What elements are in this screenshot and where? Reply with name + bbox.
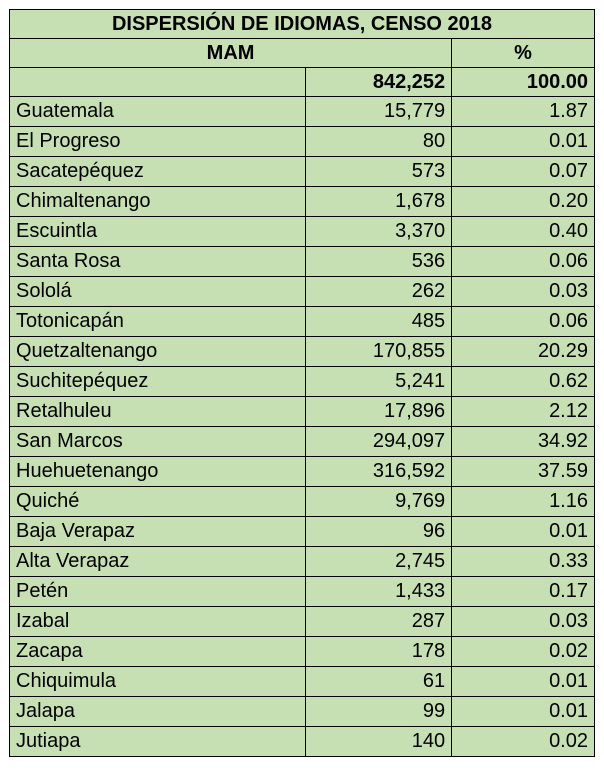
department-name: Sacatepéquez <box>10 157 306 187</box>
table-row <box>10 157 595 187</box>
speaker-count: 536 <box>306 247 452 277</box>
language-dispersion-table <box>9 9 595 757</box>
speaker-percent: 34.92 <box>452 427 595 457</box>
table-row <box>10 397 595 427</box>
speaker-count: 61 <box>306 667 452 697</box>
department-name: Chiquimula <box>10 667 306 697</box>
speaker-percent: 0.03 <box>452 607 595 637</box>
total-label-cell <box>10 68 306 97</box>
speaker-percent: 1.87 <box>452 97 595 127</box>
speaker-percent: 0.20 <box>452 187 595 217</box>
speaker-percent: 0.07 <box>452 157 595 187</box>
table-row <box>10 247 595 277</box>
speaker-count: 287 <box>306 607 452 637</box>
department-name: Quetzaltenango <box>10 337 306 367</box>
table-title: DISPERSIÓN DE IDIOMAS, CENSO 2018 <box>10 10 595 39</box>
speaker-count: 573 <box>306 157 452 187</box>
department-name: San Marcos <box>10 427 306 457</box>
speaker-percent: 0.06 <box>452 307 595 337</box>
table-row <box>10 127 595 157</box>
table-row <box>10 277 595 307</box>
speaker-percent: 0.01 <box>452 517 595 547</box>
speaker-percent: 0.62 <box>452 367 595 397</box>
table-row <box>10 307 595 337</box>
department-name: Petén <box>10 577 306 607</box>
speaker-count: 17,896 <box>306 397 452 427</box>
table-row <box>10 337 595 367</box>
speaker-count: 1,433 <box>306 577 452 607</box>
department-name: Zacapa <box>10 637 306 667</box>
department-name: Guatemala <box>10 97 306 127</box>
total-row <box>10 68 595 97</box>
speaker-percent: 0.17 <box>452 577 595 607</box>
speaker-count: 140 <box>306 727 452 757</box>
speaker-count: 294,097 <box>306 427 452 457</box>
speaker-percent: 0.01 <box>452 697 595 727</box>
department-name: Baja Verapaz <box>10 517 306 547</box>
table-row <box>10 697 595 727</box>
speaker-percent: 0.40 <box>452 217 595 247</box>
speaker-percent: 0.01 <box>452 127 595 157</box>
table-row <box>10 427 595 457</box>
percent-header: % <box>452 39 595 68</box>
header-row <box>10 39 595 68</box>
speaker-count: 15,779 <box>306 97 452 127</box>
speaker-count: 3,370 <box>306 217 452 247</box>
speaker-count: 80 <box>306 127 452 157</box>
speaker-percent: 0.06 <box>452 247 595 277</box>
table-row <box>10 457 595 487</box>
speaker-count: 9,769 <box>306 487 452 517</box>
title-row <box>10 10 595 39</box>
department-name: Chimaltenango <box>10 187 306 217</box>
speaker-count: 262 <box>306 277 452 307</box>
speaker-count: 2,745 <box>306 547 452 577</box>
department-name: Quiché <box>10 487 306 517</box>
speaker-percent: 2.12 <box>452 397 595 427</box>
table-row <box>10 667 595 697</box>
department-name: Jalapa <box>10 697 306 727</box>
speaker-count: 170,855 <box>306 337 452 367</box>
department-name: Izabal <box>10 607 306 637</box>
department-name: Sololá <box>10 277 306 307</box>
department-name: Alta Verapaz <box>10 547 306 577</box>
total-count: 842,252 <box>306 68 452 97</box>
table-row <box>10 367 595 397</box>
table-row <box>10 217 595 247</box>
department-name: Huehuetenango <box>10 457 306 487</box>
department-name: Retalhuleu <box>10 397 306 427</box>
speaker-count: 1,678 <box>306 187 452 217</box>
speaker-percent: 37.59 <box>452 457 595 487</box>
speaker-percent: 20.29 <box>452 337 595 367</box>
speaker-percent: 0.01 <box>452 667 595 697</box>
speaker-count: 96 <box>306 517 452 547</box>
department-name: Jutiapa <box>10 727 306 757</box>
table-row <box>10 637 595 667</box>
table-row <box>10 97 595 127</box>
speaker-percent: 0.03 <box>452 277 595 307</box>
department-name: Suchitepéquez <box>10 367 306 397</box>
language-header: MAM <box>10 39 452 68</box>
speaker-count: 5,241 <box>306 367 452 397</box>
speaker-percent: 0.02 <box>452 637 595 667</box>
speaker-percent: 0.02 <box>452 727 595 757</box>
department-name: El Progreso <box>10 127 306 157</box>
table-row <box>10 577 595 607</box>
table-row <box>10 487 595 517</box>
department-name: Escuintla <box>10 217 306 247</box>
table-body <box>10 10 595 757</box>
table-row <box>10 517 595 547</box>
speaker-count: 485 <box>306 307 452 337</box>
department-name: Santa Rosa <box>10 247 306 277</box>
table-row <box>10 547 595 577</box>
speaker-count: 316,592 <box>306 457 452 487</box>
speaker-count: 99 <box>306 697 452 727</box>
table-row <box>10 607 595 637</box>
speaker-percent: 1.16 <box>452 487 595 517</box>
speaker-percent: 0.33 <box>452 547 595 577</box>
speaker-count: 178 <box>306 637 452 667</box>
total-percent: 100.00 <box>452 68 595 97</box>
table-row <box>10 187 595 217</box>
department-name: Totonicapán <box>10 307 306 337</box>
table-row <box>10 727 595 757</box>
